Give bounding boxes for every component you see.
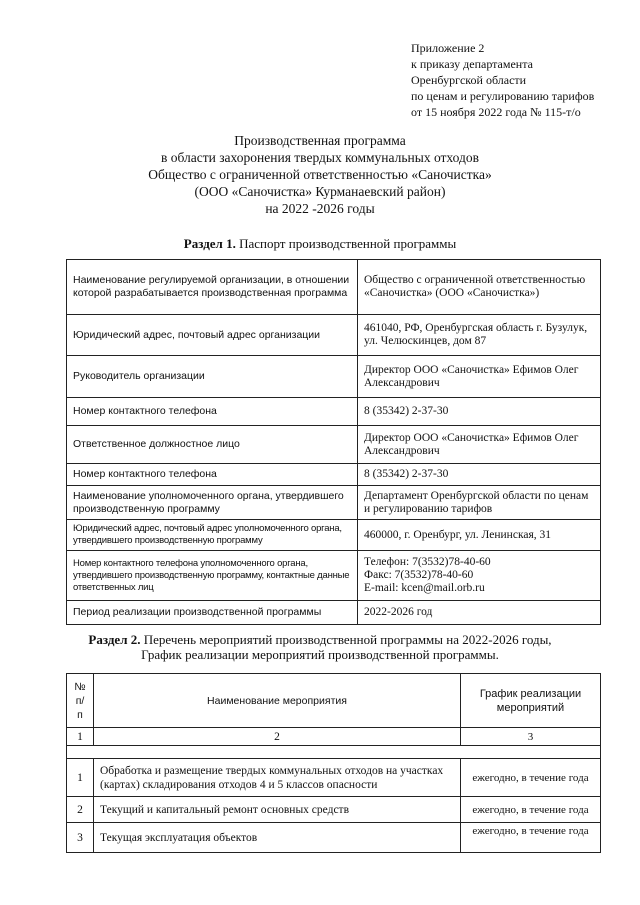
event-name: Текущая эксплуатация объектов: [94, 823, 461, 853]
passport-field-value: 2022-2026 год: [358, 601, 601, 625]
passport-field-value: 8 (35342) 2-37-30: [358, 398, 601, 426]
approver-fax: Факс: 7(3532)78-40-60: [364, 569, 474, 581]
table-row: [67, 520, 601, 551]
passport-field-value: 460000, г. Оренбург, ул. Ленинская, 31: [358, 520, 601, 551]
passport-field-value: Департамент Оренбургской области по ценам и регулированию тарифов: [358, 486, 601, 520]
passport-field-name: Наименование уполномоченного органа, утвердившего производственную программу: [67, 486, 358, 520]
title-line: в области захоронения твердых коммунальных отходов: [160, 150, 480, 165]
section2-line2: График реализации мероприятий производственной программы.: [141, 647, 499, 662]
section1-text: Паспорт производственной программы: [235, 236, 457, 251]
table-row: [67, 797, 601, 823]
passport-field-name: Руководитель организации: [67, 356, 358, 398]
section1-heading: [0, 236, 640, 251]
passport-field-name: Номер контактного телефона: [67, 464, 358, 486]
title-line: на 2022 -2026 годы: [265, 201, 375, 216]
document-title: [0, 132, 640, 217]
passport-field-name: Период реализации производственной программы: [67, 601, 358, 625]
col-number-cell: 3: [461, 728, 601, 746]
passport-field-name: Наименование регулируемой организации, в отношении которой разрабатывается производственная программа: [67, 260, 358, 315]
passport-field-value: 461040, РФ, Оренбургская область г. Бузулук, ул. Челюскинцев, дом 87: [358, 315, 601, 356]
passport-field-value: Директор ООО «Саночистка» Ефимов Олег Александрович: [358, 426, 601, 464]
passport-field-name: Номер контактного телефона: [67, 398, 358, 426]
spacer-row: [67, 746, 601, 759]
event-name: Обработка и размещение твердых коммунальных отходов на участках (картах) складирования отходов 4 и 5 классов опасности: [94, 759, 461, 797]
col-header-number: № п/п: [67, 674, 94, 728]
section2-label: Раздел 2.: [88, 632, 141, 647]
event-schedule: ежегодно, в течение года: [461, 823, 601, 853]
col-header-schedule: График реализации мероприятий: [461, 674, 601, 728]
table-row: [67, 315, 601, 356]
spacer-cell: [67, 746, 601, 759]
table-row: [67, 356, 601, 398]
table-row: [67, 398, 601, 426]
title-line: Производственная программа: [234, 133, 406, 148]
event-number: 1: [67, 759, 94, 797]
table-row: [67, 759, 601, 797]
table-row: [67, 260, 601, 315]
table-row: [67, 823, 601, 853]
table-row: [67, 728, 601, 746]
table-row: [67, 601, 601, 625]
passport-table: [66, 259, 601, 625]
col-header-event: Наименование мероприятия: [94, 674, 461, 728]
appendix-line: от 15 ноября 2022 года № 115-т/о: [411, 105, 581, 119]
title-line: (ООО «Саночистка» Курманаевский район): [194, 184, 446, 199]
table-row: [67, 464, 601, 486]
table-row: [67, 551, 601, 601]
passport-field-value: [358, 551, 601, 601]
passport-field-name: Юридический адрес, почтовый адрес организации: [67, 315, 358, 356]
appendix-line: к приказу департамента: [411, 57, 533, 71]
event-schedule: ежегодно, в течение года: [461, 797, 601, 823]
passport-field-value: Директор ООО «Саночистка» Ефимов Олег Александрович: [358, 356, 601, 398]
table-row: [67, 426, 601, 464]
event-schedule: ежегодно, в течение года: [461, 759, 601, 797]
approver-phone: Телефон: 7(3532)78-40-60: [364, 556, 491, 568]
passport-field-value: 8 (35342) 2-37-30: [358, 464, 601, 486]
events-table: [66, 673, 601, 853]
event-number: 3: [67, 823, 94, 853]
section2-line1: [0, 632, 640, 647]
col-number-cell: 1: [67, 728, 94, 746]
approver-email: E-mail: kcen@mail.orb.ru: [364, 582, 485, 594]
appendix-line: Оренбургской области: [411, 73, 527, 87]
table-row: [67, 486, 601, 520]
title-line: Общество с ограниченной ответственностью «Саночистка»: [148, 167, 492, 182]
appendix-line: Приложение 2: [411, 41, 485, 55]
appendix-line: по ценам и регулированию тарифов: [411, 89, 595, 103]
passport-field-name: Номер контактного телефона уполномоченного органа, утвердившего производственную программу, контактные данные ответственных лиц: [67, 551, 358, 601]
section2-heading: [0, 632, 640, 662]
passport-field-name: Ответственное должностное лицо: [67, 426, 358, 464]
passport-field-value: Общество с ограниченной ответственностью «Саночистка» (ООО «Саночистка»): [358, 260, 601, 315]
appendix-note: [411, 40, 633, 120]
passport-field-name: Юридический адрес, почтовый адрес уполномоченного органа, утвердившего производственную программу: [67, 520, 358, 551]
section1-label: Раздел 1.: [183, 236, 236, 251]
event-number: 2: [67, 797, 94, 823]
section2-text: Перечень мероприятий производственной программы на 2022-2026 годы,: [140, 632, 552, 647]
event-name: Текущий и капитальный ремонт основных средств: [94, 797, 461, 823]
col-number-cell: 2: [94, 728, 461, 746]
table-header-row: [67, 674, 601, 728]
